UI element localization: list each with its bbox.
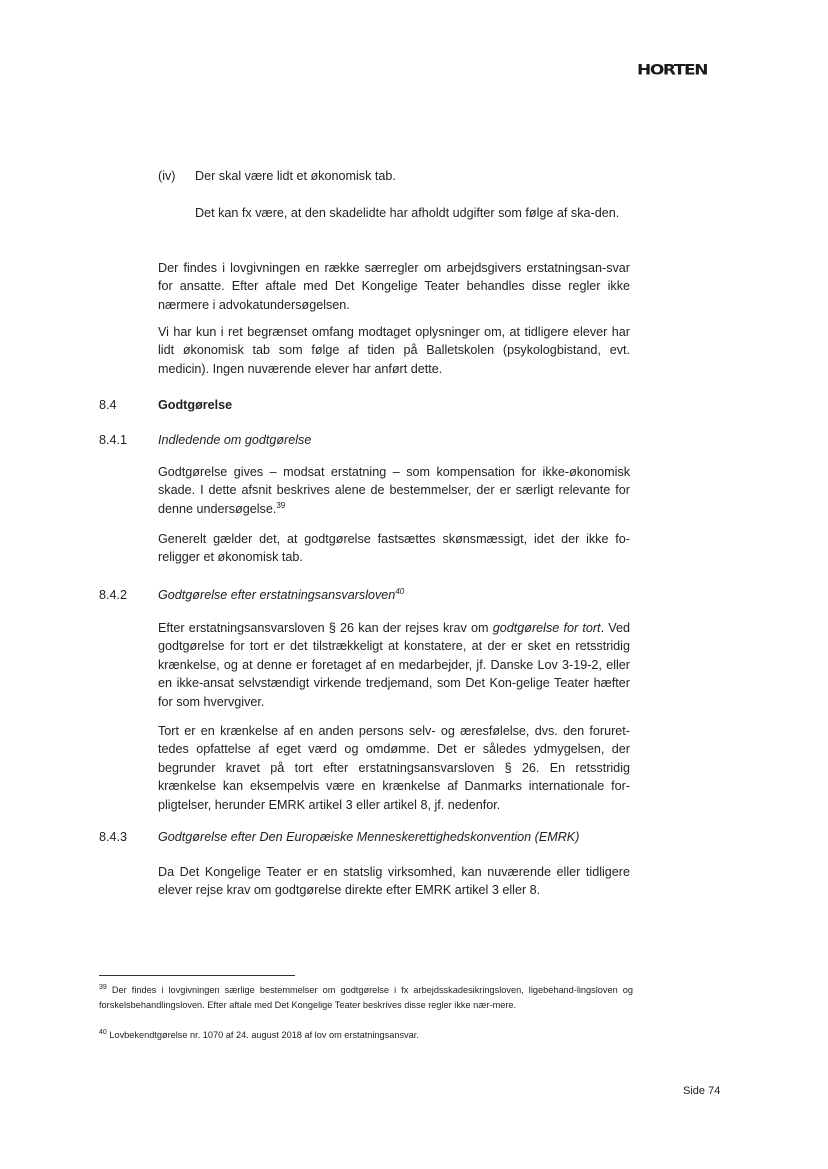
section-title-8-4-3: Godtgørelse efter Den Europæiske Menneskerettighedskonvention (EMRK) xyxy=(158,830,580,844)
section-number-8-4-2: 8.4.2 xyxy=(99,588,128,602)
list-item-iv-detail: Det kan fx være, at den skadelidte har afholdt udgifter som følge af ska-den. xyxy=(195,206,620,220)
list-item-iv: Der skal være lidt et økonomisk tab. xyxy=(195,169,396,183)
section-number-8-4: 8.4 xyxy=(99,398,117,412)
list-marker-iv: (iv) xyxy=(158,169,176,183)
section-number-8-4-3: 8.4.3 xyxy=(99,830,128,844)
paragraph-tort-claim: Efter erstatningsansvarsloven § 26 kan der rejses krav om godtgørelse for tort. Ved godtgørelse for tort er det tilstrækkeligt at konstatere, at der er sket en retsstridig krænkelse, og at denne er foretaget af en medarbejder, jf. Danske Lov 3-19-2, eller en ikke-ansat selvstændigt virkende tredjemand, som Det Kon-gelige Teater hæfter for som hvervgiver. xyxy=(158,621,630,709)
paragraph-economic-loss: Vi har kun i ret begrænset omfang modtaget oplysninger om, at tidligere elever har lidt økonomisk tab som følge af tiden på Balletskolen (psykologbistand, evt. medicin). Ingen nuværende elever har anført dette. xyxy=(158,325,630,376)
paragraph-special-rules: Der findes i lovgivningen en række særregler om arbejdsgivers erstatningsan-svar for ansatte. Efter aftale med Det Kongelige Teater behandles disse regler ikke nærmere i advokatundersøgelsen. xyxy=(158,261,630,312)
footnote-39: $^{39}$ Der findes i lovgivningen særlige bestemmelser om godtgørelse i fx arbejdsskadesikringsloven, ligebehand-lingsloven og forskelsbehandlingsloven. Efter aftale med Det Kongelige Teater beskrives disse regler ikke nær-mere. xyxy=(99,983,633,1010)
paragraph-tort-definition: Tort er en krænkelse af en anden persons selv- og æresfølelse, dvs. den foruret-tedes opfattelse af eget værd og omdømme. Det er således ydmygelsen, der begrunder kravet på tort efter erstatningsansvarsloven § 26. En retsstridig krænkelse kan eksempelvis være en krænkelse af Danmarks internationale for-pligtelser, herunder EMRK artikel 3 eller artikel 8, jf. nedenfor. xyxy=(158,724,630,812)
section-title-8-4-1: Indledende om godtgørelse xyxy=(158,433,312,447)
paragraph-godtgorelse-intro: Godtgørelse gives – modsat erstatning – som kompensation for ikke-økonomisk skade. I dette afsnit beskrives alene de bestemmelser, der er særligt relevante for denne undersøgelse.$^{39}$ xyxy=(158,465,630,516)
paragraph-emrk: Da Det Kongelige Teater er en statslig virksomhed, kan nuværende eller tidligere elever rejse krav om godtgørelse direkte efter EMRK artikel 3 eller 8. xyxy=(158,865,630,898)
paragraph-godtgorelse-general: Generelt gælder det, at godtgørelse fastsættes skønsmæssigt, idet der ikke fo-religger et økonomisk tab. xyxy=(158,532,630,565)
section-title-8-4: Godtgørelse xyxy=(158,398,233,412)
section-title-8-4-2: Godtgørelse efter erstatningsansvarsloven$^{40}$ xyxy=(158,586,405,602)
footnote-divider xyxy=(99,975,295,976)
footnote-40: $^{40}$ Lovbekendtgørelse nr. 1070 af 24. august 2018 af lov om erstatningsansvar. xyxy=(99,1028,419,1040)
page-number: Side 74 xyxy=(683,1085,721,1097)
footnote-ref-39[interactable]: 39 xyxy=(276,500,286,510)
footnote-ref-40[interactable]: 40 xyxy=(395,586,405,596)
section-number-8-4-1: 8.4.1 xyxy=(99,433,128,447)
horten-logo: HORTEN xyxy=(637,61,708,79)
